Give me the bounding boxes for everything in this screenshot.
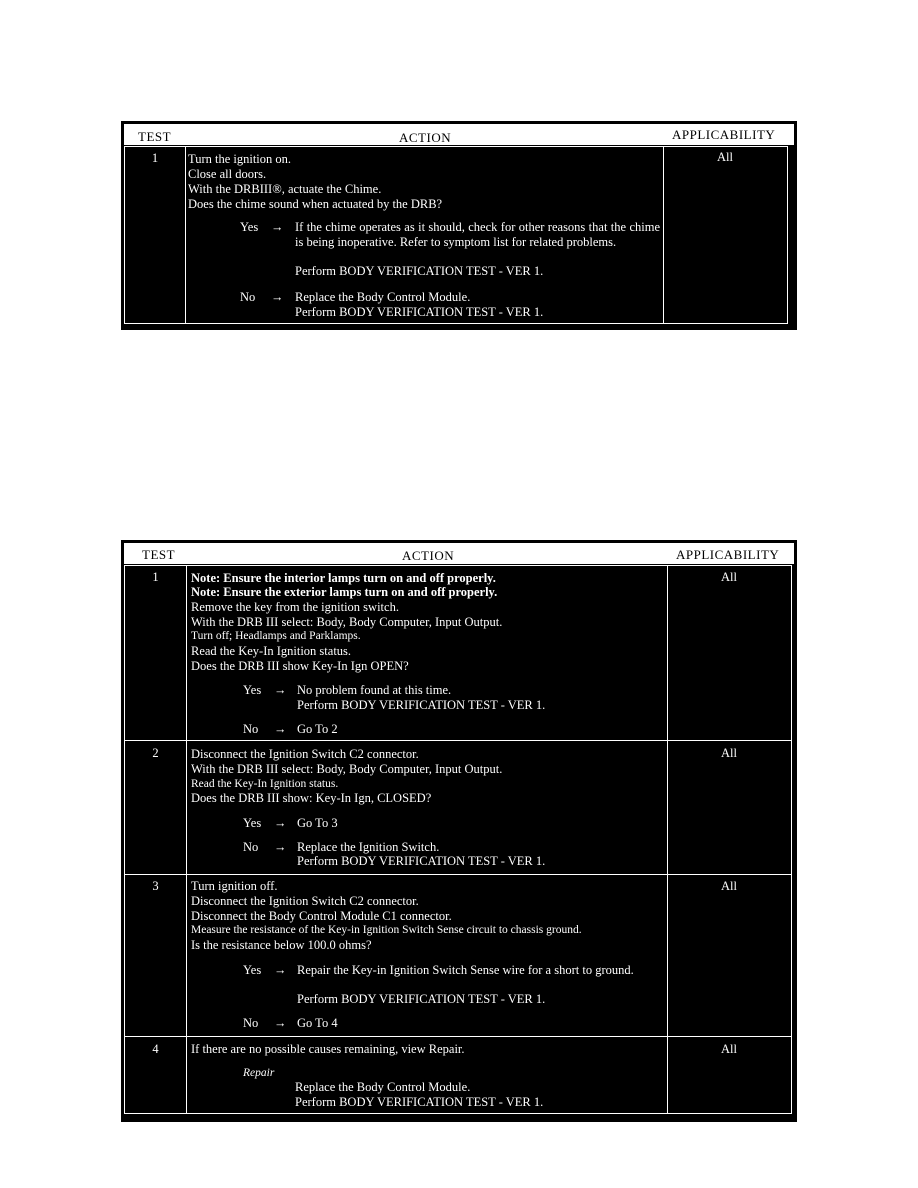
test-number: 1 [151,151,159,165]
yes-result: No problem found at this time. [297,683,452,697]
no-label: No [243,840,259,854]
applicability-value: All [721,570,737,584]
header-action: ACTION [399,130,452,145]
step-line: Is the resistance below 100.0 ohms? [191,938,372,952]
step-line: Remove the key from the ignition switch. [191,600,399,614]
test-number: 4 [152,1042,159,1056]
step-line: Does the chime sound when actuated by the DRB? [188,197,443,211]
yes-result: If the chime operates as it should, check for other reasons that the chime is being inoperative. Refer to symptom list for related problems. [295,220,660,249]
step-line: Disconnect the Body Control Module C1 connector. [191,909,452,923]
test-number: 1 [152,570,159,584]
header-test: TEST [138,129,172,144]
no-result: Replace the Ignition Switch. [297,840,440,854]
arrow-icon: → [271,290,284,304]
diagnostic-table-2 [121,540,797,1122]
step-line: Read the Key-In Ignition status. [191,778,339,790]
step-line: Does the DRB III show Key-In Ign OPEN? [191,659,409,673]
table-body [124,565,792,1114]
applicability-value: All [721,1042,737,1056]
table-header [124,124,794,145]
step-line: Turn off; Headlamps and Parklamps. [191,630,361,642]
no-label: No [243,722,259,736]
step-line: Disconnect the Ignition Switch C2 connector. [191,894,419,908]
step-line: Close all doors. [188,167,267,181]
arrow-icon: → [274,1016,287,1030]
header-applicability: APPLICABILITY [672,127,776,142]
step-line: Turn the ignition on. [188,152,292,166]
yes-result: Go To 3 [297,816,338,830]
repair-action: Replace the Body Control Module. [295,1080,471,1094]
step-line: With the DRB III select: Body, Body Computer, Input Output. [191,762,503,776]
note-line: Note: Ensure the exterior lamps turn on and off properly. [191,585,498,599]
no-result: Go To 2 [297,722,338,736]
repair-perform: Perform BODY VERIFICATION TEST - VER 1. [295,1095,544,1109]
arrow-icon: → [274,963,287,977]
yes-label: Yes [243,683,262,697]
step-line: With the DRB III select: Body, Body Computer, Input Output. [191,615,503,629]
applicability-value: All [721,746,737,760]
test-number: 3 [152,879,159,893]
step-line: If there are no possible causes remaining, view Repair. [191,1042,465,1056]
yes-label: Yes [243,816,262,830]
no-label: No [240,290,256,304]
no-perform: Perform BODY VERIFICATION TEST - VER 1. [297,854,546,868]
repair-label: Repair [243,1067,275,1079]
applicability-value: All [721,879,737,893]
step-line: Does the DRB III show: Key-In Ign, CLOSED? [191,791,432,805]
header-test: TEST [142,547,176,562]
applicability-value: All [717,150,733,164]
yes-label: Yes [240,220,259,234]
header-applicability: APPLICABILITY [676,547,780,562]
step-line: With the DRBIII®, actuate the Chime. [188,182,382,196]
test-number: 2 [152,746,159,760]
yes-perform: Perform BODY VERIFICATION TEST - VER 1. [295,264,544,278]
table-body [124,146,788,324]
step-line: Disconnect the Ignition Switch C2 connector. [191,747,419,761]
arrow-icon: → [271,220,284,234]
note-line: Note: Ensure the interior lamps turn on and off properly. [191,571,496,585]
step-line: Turn ignition off. [191,879,278,893]
header-action: ACTION [402,548,455,563]
no-label: No [243,1016,259,1030]
table-header [124,543,794,564]
yes-label: Yes [243,963,262,977]
step-line: Read the Key-In Ignition status. [191,644,352,658]
yes-result: Repair the Key-in Ignition Switch Sense wire for a short to ground. [297,963,634,977]
no-result: Replace the Body Control Module. [295,290,471,304]
arrow-icon: → [274,683,287,697]
arrow-icon: → [274,840,287,854]
diagnostic-table-1 [121,121,797,330]
step-line: Measure the resistance of the Key-in Ignition Switch Sense circuit to chassis ground. [191,924,582,936]
arrow-icon: → [274,722,287,736]
yes-perform: Perform BODY VERIFICATION TEST - VER 1. [297,698,546,712]
no-result: Go To 4 [297,1016,338,1030]
arrow-icon: → [274,816,287,830]
no-perform: Perform BODY VERIFICATION TEST - VER 1. [295,305,544,319]
yes-perform: Perform BODY VERIFICATION TEST - VER 1. [297,992,546,1006]
